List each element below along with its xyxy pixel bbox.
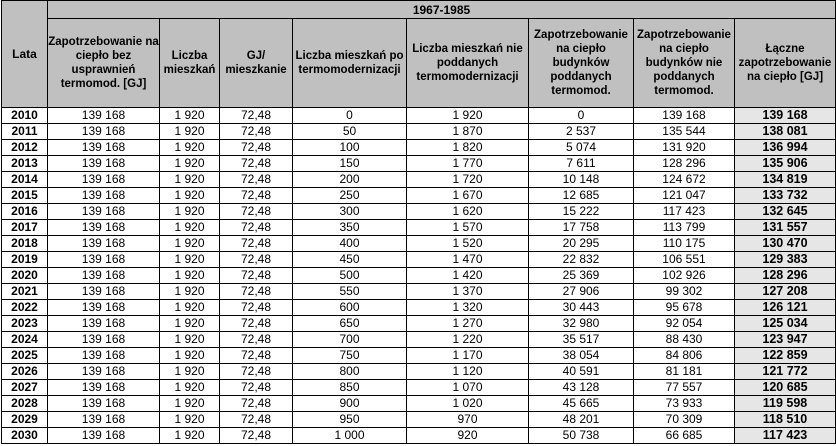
retrofitted-count-cell: 900 [293,396,407,412]
total-demand-cell: 128 296 [735,268,836,284]
demand-not-retrofitted-cell: 102 926 [634,268,735,284]
gj-per-dwelling-cell: 72,48 [220,220,293,236]
dwellings-cell: 1 920 [160,268,220,284]
total-demand-cell: 133 732 [735,188,836,204]
demand-base-cell: 139 168 [48,140,160,156]
dwellings-cell: 1 920 [160,300,220,316]
demand-base-cell: 139 168 [48,364,160,380]
retrofitted-count-cell: 100 [293,140,407,156]
demand-base-cell: 139 168 [48,332,160,348]
demand-base-cell: 139 168 [48,252,160,268]
table-row [2,156,836,172]
not-retrofitted-count-cell: 920 [407,428,529,444]
demand-retrofitted-cell: 20 295 [529,236,634,252]
gj-per-dwelling-cell: 72,48 [220,252,293,268]
retrofitted-count-cell: 300 [293,204,407,220]
not-retrofitted-count-cell: 1 020 [407,396,529,412]
retrofitted-count-cell: 800 [293,364,407,380]
demand-retrofitted-cell: 7 611 [529,156,634,172]
year-cell: 2022 [2,300,48,316]
table-row [2,236,836,252]
demand-not-retrofitted-cell: 84 806 [634,348,735,364]
demand-retrofitted-cell: 50 738 [529,428,634,444]
dwellings-cell: 1 920 [160,188,220,204]
table-row [2,348,836,364]
demand-not-retrofitted-cell: 73 933 [634,396,735,412]
dwellings-cell: 1 920 [160,252,220,268]
demand-base-cell: 139 168 [48,300,160,316]
demand-not-retrofitted-cell: 66 685 [634,428,735,444]
year-cell: 2027 [2,380,48,396]
demand-retrofitted-cell: 43 128 [529,380,634,396]
demand-not-retrofitted-cell: 88 430 [634,332,735,348]
gj-per-dwelling-cell: 72,48 [220,140,293,156]
not-retrofitted-count-cell: 1 220 [407,332,529,348]
retrofitted-count-cell: 650 [293,316,407,332]
table-row [2,380,836,396]
not-retrofitted-count-cell: 1 820 [407,140,529,156]
gj-per-dwelling-cell: 72,48 [220,332,293,348]
dwellings-cell: 1 920 [160,220,220,236]
gj-per-dwelling-cell: 72,48 [220,412,293,428]
demand-not-retrofitted-cell: 113 799 [634,220,735,236]
demand-retrofitted-cell: 15 222 [529,204,634,220]
demand-not-retrofitted-cell: 77 557 [634,380,735,396]
year-cell: 2020 [2,268,48,284]
header-dwellings-after-retrofit: Liczba mieszkań po termomodernizacji [293,19,407,108]
table-row [2,428,836,444]
total-demand-cell: 122 859 [735,348,836,364]
total-demand-cell: 121 772 [735,364,836,380]
demand-base-cell: 139 168 [48,268,160,284]
not-retrofitted-count-cell: 1 570 [407,220,529,236]
not-retrofitted-count-cell: 1 120 [407,364,529,380]
retrofitted-count-cell: 250 [293,188,407,204]
demand-base-cell: 139 168 [48,236,160,252]
retrofitted-count-cell: 700 [293,332,407,348]
year-cell: 2024 [2,332,48,348]
demand-retrofitted-cell: 25 369 [529,268,634,284]
table-row [2,364,836,380]
demand-retrofitted-cell: 40 591 [529,364,634,380]
header-period-group: 1967-1985 [48,1,836,19]
year-cell: 2018 [2,236,48,252]
dwellings-cell: 1 920 [160,236,220,252]
demand-base-cell: 139 168 [48,380,160,396]
gj-per-dwelling-cell: 72,48 [220,396,293,412]
table-row [2,332,836,348]
year-cell: 2023 [2,316,48,332]
not-retrofitted-count-cell: 1 070 [407,380,529,396]
gj-per-dwelling-cell: 72,48 [220,348,293,364]
year-cell: 2026 [2,364,48,380]
demand-retrofitted-cell: 27 906 [529,284,634,300]
demand-retrofitted-cell: 12 685 [529,188,634,204]
not-retrofitted-count-cell: 1 720 [407,172,529,188]
retrofitted-count-cell: 350 [293,220,407,236]
year-cell: 2019 [2,252,48,268]
gj-per-dwelling-cell: 72,48 [220,364,293,380]
retrofitted-count-cell: 550 [293,284,407,300]
table-row [2,220,836,236]
dwellings-cell: 1 920 [160,364,220,380]
demand-retrofitted-cell: 0 [529,108,634,124]
retrofitted-count-cell: 500 [293,268,407,284]
demand-not-retrofitted-cell: 110 175 [634,236,735,252]
year-cell: 2029 [2,412,48,428]
demand-retrofitted-cell: 45 665 [529,396,634,412]
demand-not-retrofitted-cell: 117 423 [634,204,735,220]
table-body [2,108,836,444]
demand-base-cell: 139 168 [48,124,160,140]
retrofitted-count-cell: 50 [293,124,407,140]
demand-not-retrofitted-cell: 92 054 [634,316,735,332]
header-dwellings-not-retrofitted: Liczba mieszkań nie poddanych termomodernizacji [407,19,529,108]
total-demand-cell: 131 557 [735,220,836,236]
total-demand-cell: 135 906 [735,156,836,172]
gj-per-dwelling-cell: 72,48 [220,316,293,332]
total-demand-cell: 138 081 [735,124,836,140]
total-demand-cell: 139 168 [735,108,836,124]
header-demand-not-retrofitted: Zapotrzebowanie na ciepło budynków nie poddanych termomod. [634,19,735,108]
retrofitted-count-cell: 850 [293,380,407,396]
demand-not-retrofitted-cell: 99 302 [634,284,735,300]
year-cell: 2028 [2,396,48,412]
demand-retrofitted-cell: 2 537 [529,124,634,140]
year-cell: 2010 [2,108,48,124]
demand-not-retrofitted-cell: 95 678 [634,300,735,316]
total-demand-cell: 119 598 [735,396,836,412]
retrofitted-count-cell: 1 000 [293,428,407,444]
header-gj-per-dwelling: GJ/ mieszkanie [220,19,293,108]
year-cell: 2012 [2,140,48,156]
gj-per-dwelling-cell: 72,48 [220,108,293,124]
demand-base-cell: 139 168 [48,284,160,300]
gj-per-dwelling-cell: 72,48 [220,268,293,284]
demand-not-retrofitted-cell: 131 920 [634,140,735,156]
not-retrofitted-count-cell: 1 670 [407,188,529,204]
total-demand-cell: 126 121 [735,300,836,316]
not-retrofitted-count-cell: 1 870 [407,124,529,140]
total-demand-cell: 132 645 [735,204,836,220]
table-row [2,300,836,316]
dwellings-cell: 1 920 [160,396,220,412]
demand-base-cell: 139 168 [48,188,160,204]
gj-per-dwelling-cell: 72,48 [220,188,293,204]
table-row [2,412,836,428]
demand-base-cell: 139 168 [48,204,160,220]
dwellings-cell: 1 920 [160,172,220,188]
total-demand-cell: 134 819 [735,172,836,188]
dwellings-cell: 1 920 [160,284,220,300]
dwellings-cell: 1 920 [160,380,220,396]
demand-retrofitted-cell: 35 517 [529,332,634,348]
year-cell: 2017 [2,220,48,236]
dwellings-cell: 1 920 [160,316,220,332]
not-retrofitted-count-cell: 1 920 [407,108,529,124]
not-retrofitted-count-cell: 1 420 [407,268,529,284]
demand-retrofitted-cell: 10 148 [529,172,634,188]
demand-not-retrofitted-cell: 139 168 [634,108,735,124]
dwellings-cell: 1 920 [160,412,220,428]
demand-base-cell: 139 168 [48,156,160,172]
header-dwellings-count: Liczba mieszkań [160,19,220,108]
dwellings-cell: 1 920 [160,140,220,156]
demand-retrofitted-cell: 5 074 [529,140,634,156]
header-demand-retrofitted: Zapotrzebowanie na ciepło budynków poddanych termomod. [529,19,634,108]
year-cell: 2030 [2,428,48,444]
demand-base-cell: 139 168 [48,316,160,332]
retrofitted-count-cell: 150 [293,156,407,172]
dwellings-cell: 1 920 [160,204,220,220]
total-demand-cell: 118 510 [735,412,836,428]
dwellings-cell: 1 920 [160,108,220,124]
retrofitted-count-cell: 0 [293,108,407,124]
retrofitted-count-cell: 450 [293,252,407,268]
demand-not-retrofitted-cell: 128 296 [634,156,735,172]
total-demand-cell: 136 994 [735,140,836,156]
gj-per-dwelling-cell: 72,48 [220,172,293,188]
header-total-demand: Łączne zapotrzebowanie na ciepło [GJ] [735,19,836,108]
table-row [2,204,836,220]
gj-per-dwelling-cell: 72,48 [220,156,293,172]
total-demand-cell: 129 383 [735,252,836,268]
not-retrofitted-count-cell: 1 520 [407,236,529,252]
demand-not-retrofitted-cell: 121 047 [634,188,735,204]
gj-per-dwelling-cell: 72,48 [220,428,293,444]
year-cell: 2014 [2,172,48,188]
not-retrofitted-count-cell: 1 370 [407,284,529,300]
total-demand-cell: 117 423 [735,428,836,444]
year-cell: 2011 [2,124,48,140]
year-cell: 2025 [2,348,48,364]
not-retrofitted-count-cell: 970 [407,412,529,428]
total-demand-cell: 125 034 [735,316,836,332]
gj-per-dwelling-cell: 72,48 [220,124,293,140]
dwellings-cell: 1 920 [160,348,220,364]
gj-per-dwelling-cell: 72,48 [220,380,293,396]
demand-retrofitted-cell: 38 054 [529,348,634,364]
retrofitted-count-cell: 600 [293,300,407,316]
year-cell: 2016 [2,204,48,220]
table-row [2,284,836,300]
table-row [2,252,836,268]
demand-base-cell: 139 168 [48,428,160,444]
dwellings-cell: 1 920 [160,332,220,348]
total-demand-cell: 120 685 [735,380,836,396]
gj-per-dwelling-cell: 72,48 [220,236,293,252]
total-demand-cell: 127 208 [735,284,836,300]
demand-retrofitted-cell: 30 443 [529,300,634,316]
demand-base-cell: 139 168 [48,220,160,236]
not-retrofitted-count-cell: 1 170 [407,348,529,364]
dwellings-cell: 1 920 [160,156,220,172]
demand-retrofitted-cell: 32 980 [529,316,634,332]
demand-retrofitted-cell: 22 832 [529,252,634,268]
not-retrofitted-count-cell: 1 470 [407,252,529,268]
table-row [2,268,836,284]
not-retrofitted-count-cell: 1 620 [407,204,529,220]
retrofitted-count-cell: 200 [293,172,407,188]
demand-retrofitted-cell: 48 201 [529,412,634,428]
dwellings-cell: 1 920 [160,124,220,140]
demand-not-retrofitted-cell: 81 181 [634,364,735,380]
table-row [2,396,836,412]
demand-retrofitted-cell: 17 758 [529,220,634,236]
table-header [2,1,836,108]
demand-base-cell: 139 168 [48,412,160,428]
demand-base-cell: 139 168 [48,108,160,124]
table-row [2,124,836,140]
table-row [2,108,836,124]
demand-not-retrofitted-cell: 70 309 [634,412,735,428]
not-retrofitted-count-cell: 1 320 [407,300,529,316]
table-row [2,188,836,204]
retrofitted-count-cell: 400 [293,236,407,252]
table-row [2,316,836,332]
total-demand-cell: 130 470 [735,236,836,252]
header-demand-without-improvements: Zapotrzebowanie na ciepło bez usprawnień termomod. [GJ] [48,19,160,108]
table-row [2,140,836,156]
gj-per-dwelling-cell: 72,48 [220,300,293,316]
not-retrofitted-count-cell: 1 270 [407,316,529,332]
total-demand-cell: 123 947 [735,332,836,348]
retrofitted-count-cell: 750 [293,348,407,364]
gj-per-dwelling-cell: 72,48 [220,284,293,300]
year-cell: 2013 [2,156,48,172]
table-row [2,172,836,188]
demand-not-retrofitted-cell: 124 672 [634,172,735,188]
heat-demand-table [1,0,836,444]
demand-base-cell: 139 168 [48,348,160,364]
year-cell: 2015 [2,188,48,204]
demand-not-retrofitted-cell: 135 544 [634,124,735,140]
dwellings-cell: 1 920 [160,428,220,444]
demand-base-cell: 139 168 [48,396,160,412]
header-years: Lata [2,1,48,108]
retrofitted-count-cell: 950 [293,412,407,428]
gj-per-dwelling-cell: 72,48 [220,204,293,220]
demand-base-cell: 139 168 [48,172,160,188]
demand-not-retrofitted-cell: 106 551 [634,252,735,268]
not-retrofitted-count-cell: 1 770 [407,156,529,172]
year-cell: 2021 [2,284,48,300]
